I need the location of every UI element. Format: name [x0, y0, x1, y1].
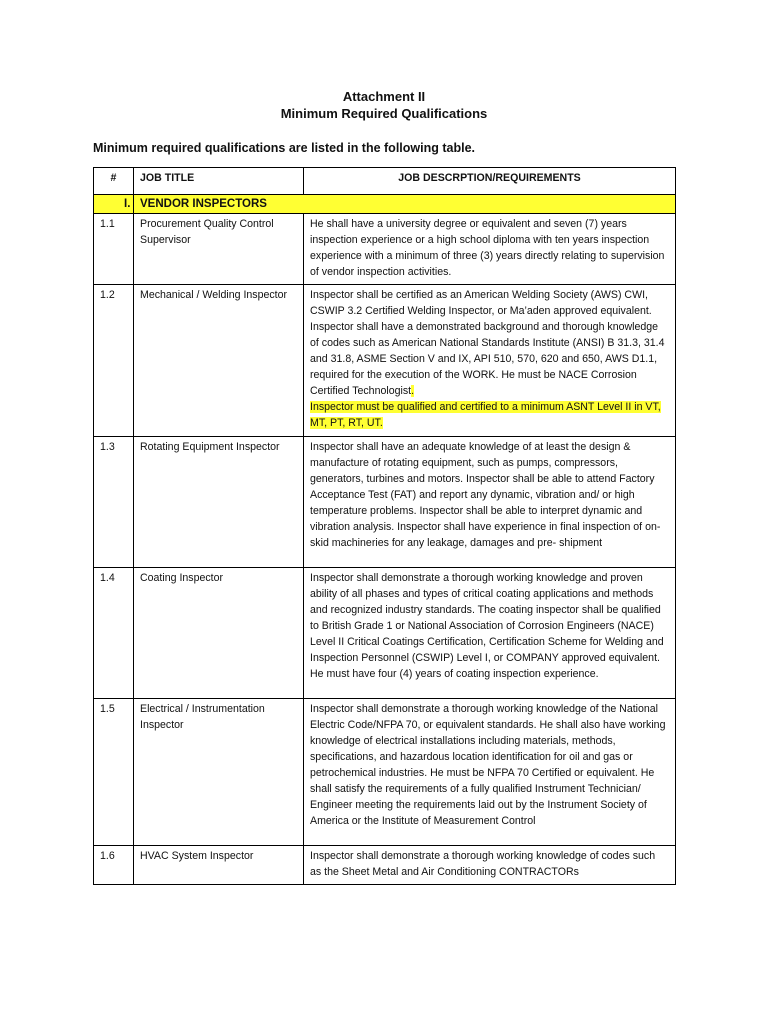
table-row [94, 285, 676, 437]
row-job-title: Coating Inspector [134, 568, 304, 699]
highlighted-period: . [411, 385, 415, 397]
section-num: I. [94, 195, 134, 214]
row-job-description: Inspector shall have an adequate knowledge of at least the design & manufacture of rotating equipment, such as pumps, compressors, generators, turbines and motors. Inspector shall be able to attend Factory Acceptance Test (FAT) and report any dynamic, vibration and/ or high temperature problems. Inspector shall be able to interpret dynamic and vibration analysis. Inspector shall have experience in final inspection of on-skid machineries for any leakage, damages and pre- shipment [304, 437, 676, 568]
row-job-description: Inspector shall demonstrate a thorough working knowledge and proven ability of all phases and types of critical coating applications and methods and recognized industry standards. The coating inspector shall be qualified to British Grade 1 or National Association of Corrosion Engineers (NACE) Level II Critical Coatings Certification, Certification Scheme for Welding and Inspection Personnel (CSWIP) Level I, or COMPANY approved equivalent. He must have four (4) years of coating inspection experience. [304, 568, 676, 699]
row-num: 1.3 [94, 437, 134, 568]
row-num: 1.4 [94, 568, 134, 699]
row-num: 1.5 [94, 699, 134, 846]
table-row [94, 568, 676, 699]
row-job-title: Mechanical / Welding Inspector [134, 285, 304, 437]
table-row [94, 214, 676, 285]
header-job-title: JOB TITLE [134, 168, 304, 195]
row-num: 1.1 [94, 214, 134, 285]
row-num: 1.6 [94, 846, 134, 885]
document-title: Attachment II [342, 89, 426, 104]
table-row [94, 437, 676, 568]
row-job-title: HVAC System Inspector [134, 846, 304, 885]
row-num: 1.2 [94, 285, 134, 437]
highlighted-requirement: Inspector must be qualified and certified to a minimum ASNT Level II in VT, MT, PT, RT, UT. [310, 401, 661, 429]
intro-text: Minimum required qualifications are listed in the following table. [93, 141, 475, 155]
table-row [94, 699, 676, 846]
header-job-description: JOB DESCRPTION/REQUIREMENTS [304, 168, 676, 195]
table-row [94, 846, 676, 885]
document-subtitle: Minimum Required Qualifications [280, 106, 488, 121]
row-job-description: He shall have a university degree or equivalent and seven (7) years inspection experience or a high school diploma with ten years inspection experience with a minimum of three (3) years directly relating to supervision of vendor inspection activities. [304, 214, 676, 285]
row-job-title: Rotating Equipment Inspector [134, 437, 304, 568]
row-job-title: Procurement Quality Control Supervisor [134, 214, 304, 285]
row-job-description: Inspector shall demonstrate a thorough working knowledge of the National Electric Code/NFPA 70, or equivalent standards. He shall also have working knowledge of electrical installations including materials, methods, specifications, and hazardous location identification for oil and gas or petrochemical industries. He must be NFPA 70 Certified or equivalent. He shall satisfy the requirements of a fully qualified Instrument Technician/ Engineer meeting the requirements laid out by the Instrument Society of America or the Institute of Measurement Control [304, 699, 676, 846]
header-num: # [94, 168, 134, 195]
row-description-text: Inspector shall be certified as an American Welding Society (AWS) CWI, CSWIP 3.2 Certified Welding Inspector, or Ma’aden approved equivalent. Inspector shall have a demonstrated background and thorough knowledge of codes such as American National Standards Institute (ANSI) B 31.3, 31.4 and 31.8, ASME Section V and IX, API 510, 570, 620 and 650, AWS D1.1, required for the execution of the WORK. He must be NACE Corrosion Certified Technologist [310, 289, 665, 397]
section-row-vendor-inspectors [94, 195, 676, 214]
row-job-description [304, 285, 676, 437]
qualifications-table [93, 167, 676, 885]
row-job-title: Electrical / Instrumentation Inspector [134, 699, 304, 846]
table-header-row [94, 168, 676, 195]
row-job-description: Inspector shall demonstrate a thorough working knowledge of codes such as the Sheet Metal and Air Conditioning CONTRACTORs [304, 846, 676, 885]
section-label: VENDOR INSPECTORS [134, 195, 676, 214]
